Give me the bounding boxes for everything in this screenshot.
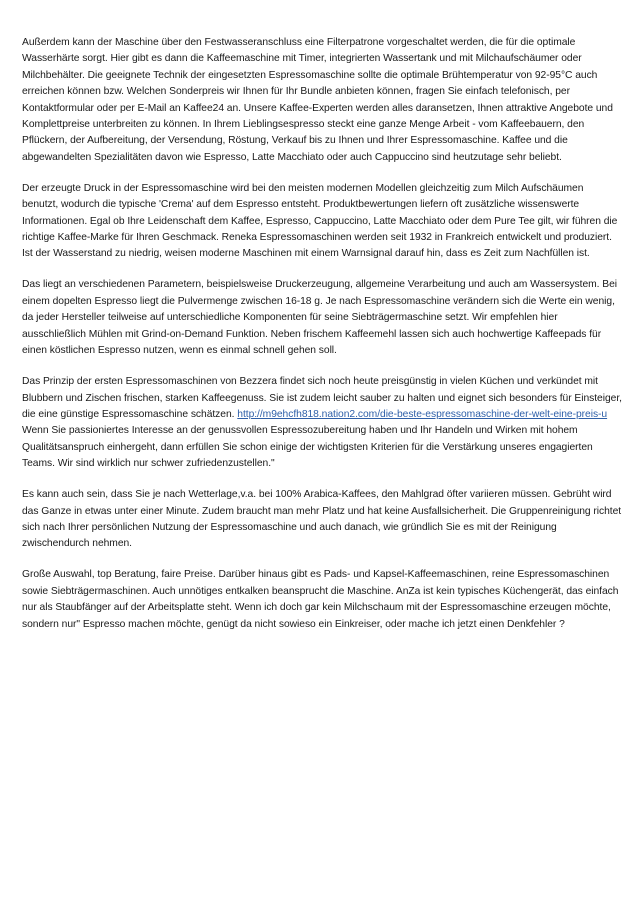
paragraph-1: Außerdem kann der Maschine über den Festwasseranschluss eine Filterpatrone vorgeschaltet werden, die für die optimale Wasserhärte sorgt. Hier gibt es dann die Kaffeemaschine mit Timer, integrierten Wassertank und mit Milchaufschäumer oder Milchbehälter. Die geeignete Technik der eingesetzten Espressomaschine sollte die optimale Brühtemperatur von 92-95°C auch erreichen können bzw. Welchen Sonderpreis wir Ihnen für Ihr Bundle anbieten können, fragen Sie einfach telefonisch, per Kontaktformular oder per E-Mail an Kaffee24 an. Unsere Kaffee-Experten werden alles daransetzen, Ihnen attraktive Angebote und Komplettpreise unterbreiten zu können. In Ihrem Lieblingsespresso steckt eine ganze Menge Arbeit - vom Kaffeebauern, den Pflückern, der Aufbereitung, der Versendung, Röstung, Verkauf bis zu Ihnen und Ihrer Espressomaschine. Kaffee und die abgewandelten Spezialitäten davon wie Espresso, Latte Macchiato oder auch Cappuccino sind heutzutage sehr beliebt. <box>22 37 613 163</box>
document-page <box>22 35 622 648</box>
paragraph-6: Große Auswahl, top Beratung, faire Preise. Darüber hinaus gibt es Pads- und Kapsel-Kaffeemaschinen, reine Espressomaschinen sowie Siebträgermaschinen. Auch unnötiges entkalken beansprucht die Maschine. AnZa ist kein typisches Küchengerät, das einfach nur als Staubfänger auf der Arbeitsplatte steht. Wenn ich doch gar kein Milchschaum mit der Espressomaschine erzeugen möchte, sondern nur" Espresso machen möchte, genügt da nicht sowieso ein Einkreiser, oder mache ich jetzt einen Denkfehler ? <box>22 569 619 630</box>
paragraph-4 <box>22 374 622 472</box>
paragraph-4-text-before: Das Prinzip der ersten Espressomaschinen von Bezzera findet sich noch heute preisgünstig in vielen Küchen und verkündet mit Blubbern und Zischen frischen, starken Kaffeegenuss. Sie ist zudem leicht sauber zu halten und eignet sich besonders für Einsteiger, die eine günstige Espressomaschine schätzen. <box>22 376 622 420</box>
paragraph-2: Der erzeugte Druck in der Espressomaschine wird bei den meisten modernen Modellen gleichzeitig zum Milch Aufschäumen benutzt, wodurch die typische 'Crema' auf dem Espresso entsteht. Produktbewertungen liefern oft zusätzliche wissenswerte Informationen. Egal ob Ihre Leidenschaft dem Kaffee, Espresso, Cappuccino, Latte Macchiato oder dem Pure Tee gilt, wir führen die richtige Kaffee-Marke für Ihren Geschmack. Reneka Espressomaschinen werden seit 1932 in Frankreich entwickelt und produziert. Ist der Wasserstand zu niedrig, weisen moderne Maschinen mit einem Warnsignal darauf hin, dass es Zeit zum Nachfüllen ist. <box>22 182 618 260</box>
paragraph-3: Das liegt an verschiedenen Parametern, beispielsweise Druckerzeugung, allgemeine Verarbeitung und auch am Wassersystem. Bei einem dopelten Espresso liegt die Pulvermenge zwischen 16-18 g. Je nach Espressomaschine verändern sich die Werte ein wenig, da jeder Hersteller teilweise auf unterschiedliche Komponenten für seine Siebträgermaschine setzt. Wir empfehlen hier ausschließlich Mühlen mit Grind-on-Demand Funktion. Neben frischem Kaffeemehl lassen sich auch hochwertige Kaffeepads für einen köstlichen Espresso nutzen, wenn es einmal schnell gehen soll. <box>22 279 618 357</box>
paragraph-5: Es kann auch sein, dass Sie je nach Wetterlage,v.a. bei 100% Arabica-Kaffees, den Mahlgrad öfter variieren müssen. Gebrüht wird das Ganze in etwas unter einer Minute. Zudem braucht man mehr Platz und hat keine Ausfallsicherheit. Die Gruppenreinigung richtet sich nach Ihrer persönlichen Nutzung der Espressomaschine und auch danach, wie gründlich Sie es mit der Reinigung zwischendurch nehmen. <box>22 489 622 550</box>
external-link[interactable]: http://m9ehcfh818.nation2.com/die-beste-espressomaschine-der-welt-eine-preis-u <box>237 408 608 420</box>
paragraph-4-text-after: Wenn Sie passioniertes Interesse an der genussvollen Espressozubereitung haben und Ihr Handeln und Wirken mit hohem Qualitätsanspruch einhergeht, dann erfüllen Sie schon einige der wichtigsten Kriterien für die Verstärkung unseres engagierten Teams. Wir sind wirklich nur schwer zufriedenzustellen." <box>22 425 593 470</box>
